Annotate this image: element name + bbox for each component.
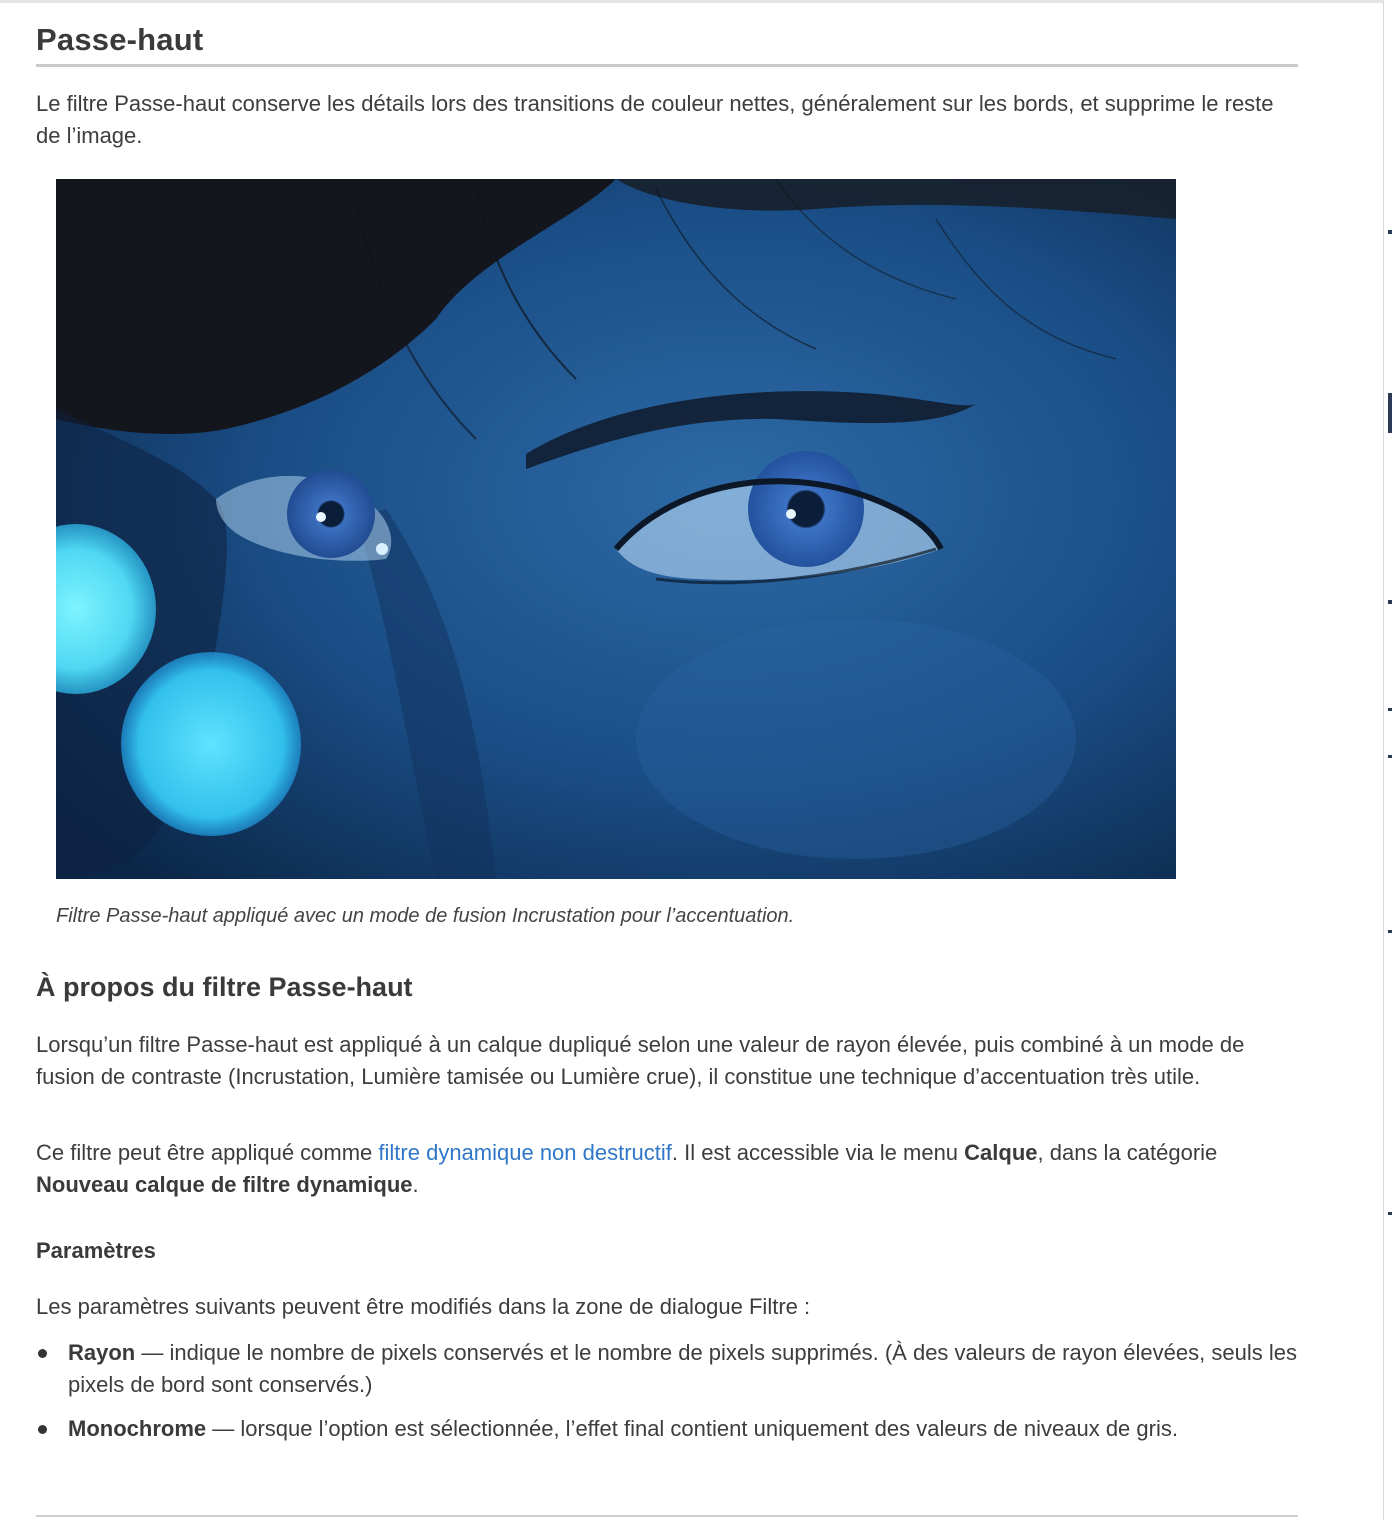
bullet-icon: [38, 1425, 47, 1434]
parameter-name: Monochrome: [68, 1416, 207, 1441]
window-edge-mark: [1388, 393, 1392, 433]
parameter-description: — indique le nombre de pixels conservés et le nombre de pixels supprimés. (À des valeurs de rayon élevées, seuls les pixels de bord sont conservés.): [68, 1340, 1297, 1397]
window-edge-mark: [1388, 930, 1392, 933]
parameters-heading: Paramètres: [36, 1238, 156, 1263]
parameters-list: [36, 1337, 1298, 1457]
text-run: . Il est accessible via le menu: [671, 1140, 965, 1165]
text-run: , dans la catégorie: [1037, 1140, 1218, 1165]
category-name: Nouveau calque de filtre dynamique: [36, 1172, 413, 1197]
text-run: .: [412, 1172, 419, 1197]
about-paragraph-1: Lorsqu’un filtre Passe-haut est appliqué à un calque dupliqué selon une valeur de rayon élevée, puis combiné à un mode de fusion de contraste (Incrustation, Lumière tamisée ou Lumière crue), il constitue une technique d’accentuation très utile.: [36, 1032, 1245, 1089]
live-filter-link[interactable]: filtre dynamique non destructif: [378, 1140, 672, 1165]
about-heading: À propos du filtre Passe-haut: [36, 972, 413, 1002]
list-item: [36, 1413, 1298, 1445]
about-paragraph-2: [36, 1137, 1296, 1201]
bullet-icon: [38, 1349, 47, 1358]
section-divider: [36, 1515, 1298, 1517]
parameter-name: Rayon: [68, 1340, 136, 1365]
window-edge: [1386, 0, 1392, 1520]
parameters-intro: Les paramètres suivants peuvent être modifiés dans la zone de dialogue Filtre :: [36, 1294, 811, 1319]
window-edge-mark: [1388, 1212, 1392, 1215]
parameter-description: — lorsque l’option est sélectionnée, l’effet final contient uniquement des valeurs de niveaux de gris.: [206, 1416, 1178, 1441]
window-edge-mark: [1388, 755, 1392, 758]
intro-paragraph: Le filtre Passe-haut conserve les détails lors des transitions de couleur nettes, généralement sur les bords, et supprime le reste de l’image.: [36, 91, 1274, 148]
text-run: Ce filtre peut être appliqué comme: [36, 1140, 379, 1165]
title-divider: [36, 64, 1298, 67]
window-edge-mark: [1388, 230, 1392, 234]
page-title: Passe-haut: [36, 22, 204, 57]
window-edge-mark: [1388, 600, 1392, 604]
window-edge-mark: [1388, 708, 1392, 711]
eyes-photo: [56, 179, 1176, 879]
figure-caption: Filtre Passe-haut appliqué avec un mode de fusion Incrustation pour l’accentuation.: [56, 905, 795, 927]
figure-image: [56, 179, 1176, 879]
list-item: [36, 1337, 1298, 1401]
menu-name-calque: Calque: [964, 1140, 1038, 1165]
